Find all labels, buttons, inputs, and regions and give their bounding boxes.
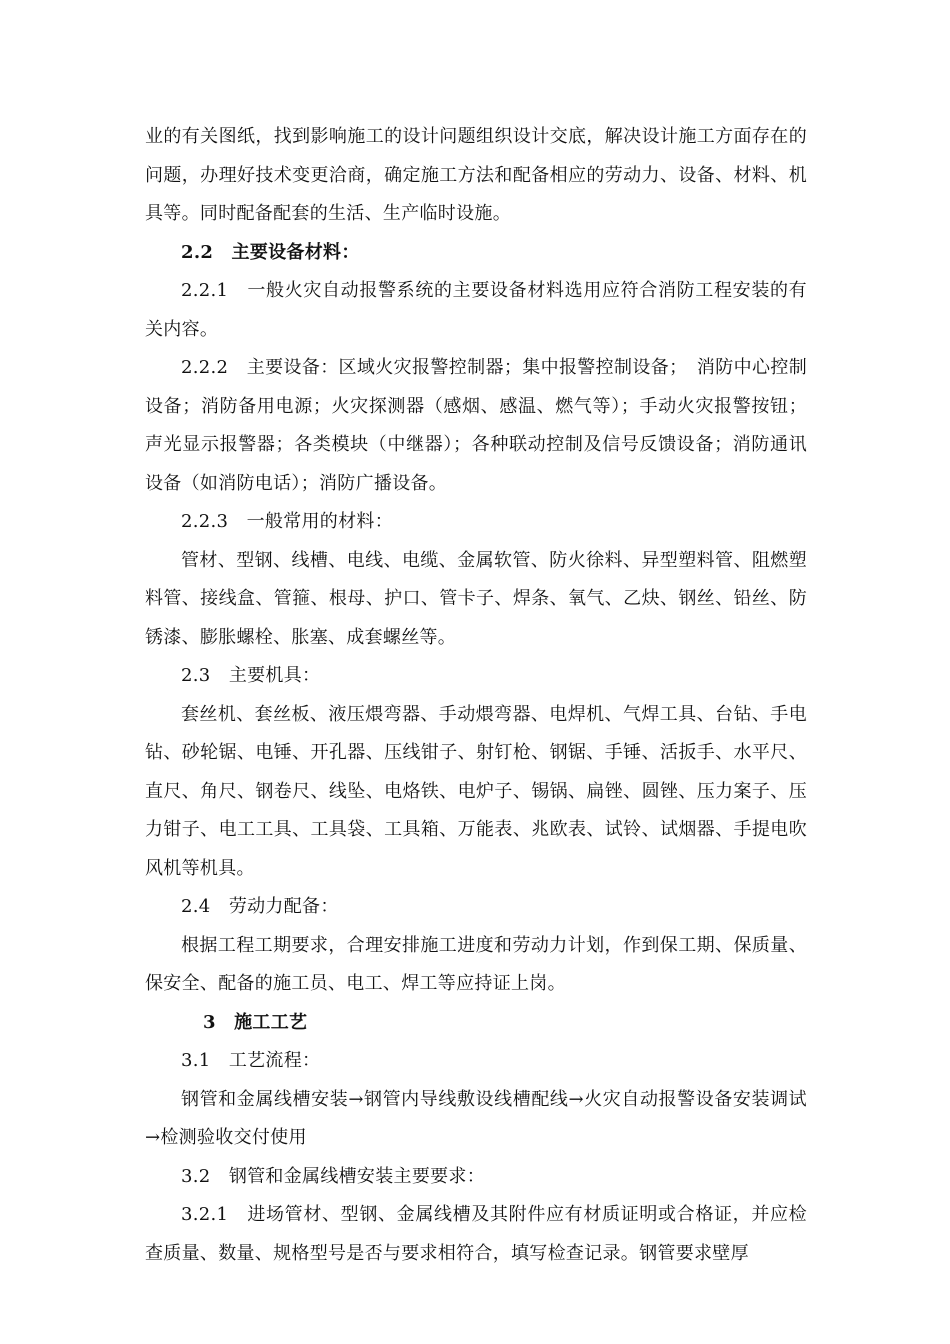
paragraph-3-2-1: 3.2.1 进场管材、型钢、金属线槽及其附件应有材质证明或合格证，并应检查质量、数量、规格型号是否与要求相符合，填写检查记录。钢管要求壁厚 (145, 1204, 807, 1264)
heading-2-3-main-tools: 2.3 主要机具： (181, 665, 321, 686)
paragraph-intro-continuation: 业的有关图纸，找到影响施工的设计问题组织设计交底，解决设计施工方面存在的问题，办理好技术变更洽商，确定施工方法和配备相应的劳动力、设备、材料、机具等。同时配备配套的生活、生产临时设施。 (145, 126, 807, 224)
heading-2-2-main-equipment-materials: 2.2 主要设备材料： (181, 241, 360, 263)
heading-3-1-process-flow: 3.1 工艺流程： (181, 1050, 321, 1071)
heading-3-2-steel-pipe-trunking: 3.2 钢管和金属线槽安装主要要求： (181, 1165, 486, 1187)
paragraph-tools-list: 套丝机、套丝板、液压煨弯器、手动煨弯器、电焊机、气焊工具、台钻、手电钻、砂轮锯、电锤、开孔器、压线钳子、射钉枪、钢锯、手锤、活扳手、水平尺、直尺、角尺、钢卷尺、线坠、电烙铁、电炉子、锡锅、扁锉、圆锉、压力案子、压力钳子、电工工具、工具袋、工具箱、万能表、兆欧表、试铃、试烟器、手提电吹风机等机具。 (145, 703, 807, 879)
document-body (145, 118, 807, 1273)
paragraph-process-flow: 钢管和金属线槽安装→钢管内导线敷设线槽配线→火灾自动报警设备安装调试→检测验收交付使用 (145, 1088, 807, 1148)
paragraph-2-2-2-main-equipment: 2.2.2 主要设备：区域火灾报警控制器；集中报警控制设备； 消防中心控制设备；消防备用电源；火灾探测器（感烟、感温、燃气等）；手动火灾报警按钮；声光显示报警器；各类模块（中继器）；各种联动控制及信号反馈设备；消防通讯设备（如消防电话）；消防广播设备。 (145, 357, 807, 494)
paragraph-labor-allocation: 根据工程工期要求，合理安排施工进度和劳动力计划，作到保工期、保质量、保安全、配备的施工员、电工、焊工等应持证上岗。 (145, 934, 807, 994)
paragraph-2-2-1: 2.2.1 一般火灾自动报警系统的主要设备材料选用应符合消防工程安装的有关内容。 (145, 280, 807, 340)
paragraph-2-2-3-common-materials: 2.2.3 一般常用的材料： (181, 511, 393, 532)
paragraph-materials-list: 管材、型钢、线槽、电线、电缆、金属软管、防火徐料、异型塑料管、阻燃塑料管、接线盒、管箍、根母、护口、管卡子、焊条、氧气、乙炔、钢丝、铅丝、防锈漆、膨胀螺栓、胀塞、成套螺丝等。 (145, 549, 807, 648)
heading-2-4-labor-allocation: 2.4 劳动力配备： (181, 896, 339, 917)
heading-3-construction-process: 3 施工工艺 (203, 1011, 308, 1033)
